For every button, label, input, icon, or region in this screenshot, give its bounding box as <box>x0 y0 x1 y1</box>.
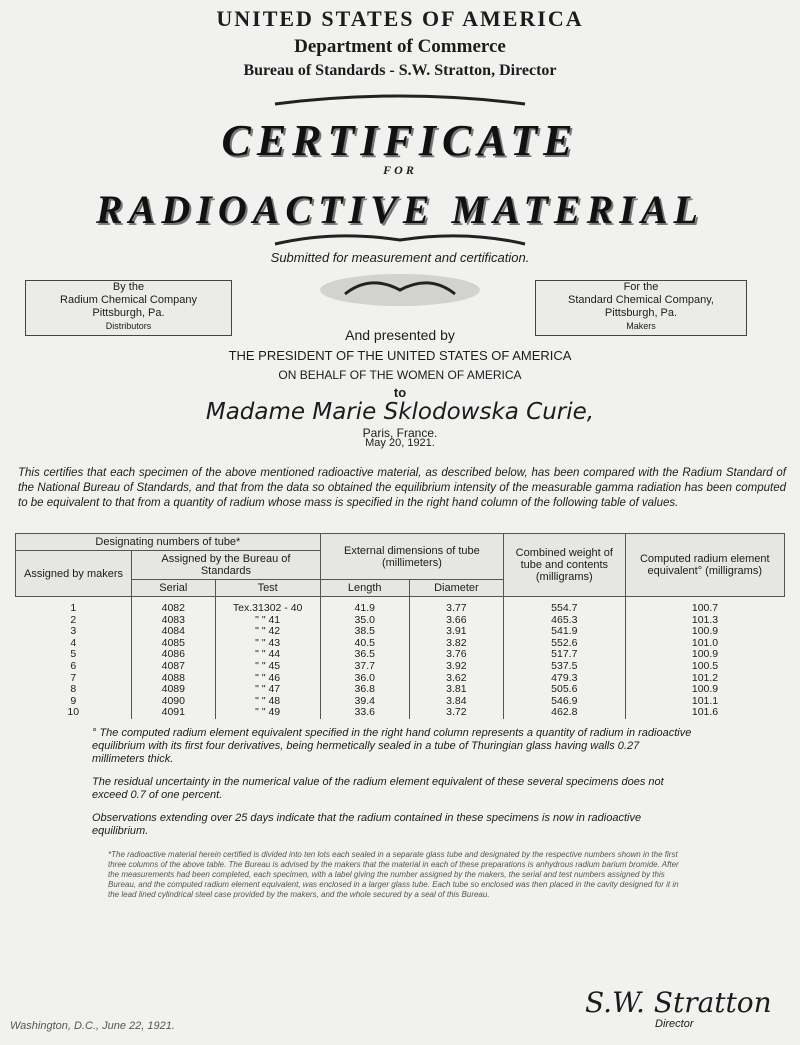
cell-radium: 101.2 <box>625 673 784 685</box>
cell-test: " " 46 <box>215 673 320 685</box>
cell-serial: 4088 <box>132 673 216 685</box>
cell-length: 35.0 <box>320 615 409 627</box>
cell-diameter: 3.91 <box>409 626 503 638</box>
fine-print: *The radioactive material herein certified is divided into ten lots each sealed in a separate glass tube and designated by the respective numbers shown in the first three columns of the above table. The Bureau is advised by the makers that the material in each of these preparations is anhydrous radium barium bromide. After the measurements had been completed, each specimen, with a label giving the number assigned by the makers, the serial and test numbers assigned by this Bureau, and the computed radium element equivalent, was enclosed in a larger glass tube. Each tube so enclosed was then placed in the cavity designed for it in the lead lined cylindrical steel case provided by the makers, and the whole secured by a seal of this Bureau. <box>108 850 679 899</box>
cell-test: " " 43 <box>215 638 320 650</box>
cell-radium: 100.5 <box>625 661 784 673</box>
table-row <box>16 696 785 708</box>
table-row <box>16 661 785 673</box>
cell-diameter: 3.92 <box>409 661 503 673</box>
specimen-rows <box>16 597 785 719</box>
cell-serial: 4089 <box>132 684 216 696</box>
cell-maker: 1 <box>70 602 77 614</box>
table-row <box>16 615 785 627</box>
cell-test: " " 45 <box>215 661 320 673</box>
maker-scroll <box>535 280 747 336</box>
cell-test: " " 42 <box>215 626 320 638</box>
cell-serial: 4082 <box>132 597 216 615</box>
cell-diameter: 3.76 <box>409 649 503 661</box>
cell-test: " " 47 <box>215 684 320 696</box>
recipient-place: Paris, France. <box>362 426 438 440</box>
behalf-line: ON BEHALF OF THE WOMEN OF AMERICA <box>278 368 522 382</box>
cell-radium: 100.9 <box>625 684 784 696</box>
cell-maker: 8 <box>70 683 77 696</box>
cell-weight: 554.7 <box>504 597 625 615</box>
cell-length: 36.5 <box>320 649 409 661</box>
cell-diameter: 3.72 <box>409 707 503 719</box>
certification-statement: This certifies that each specimen of the above mentioned radioactive material, as described below, has been compared with the Radium Standard of the National Bureau of Standards, and that from the data so obtained the equilibrium intensity of the measurable gamma radiation has been computed to be equivalent to that from a quantity of radium whose mass is specified in the right hand column of the following table of values. <box>18 467 786 509</box>
radium-header: Computed radium element equivalent° (milligrams) <box>625 534 784 597</box>
cell-maker: 9 <box>70 694 77 707</box>
designating-header: Designating numbers of tube* <box>16 534 321 551</box>
maker-role: Makers <box>626 321 656 331</box>
distributor-city: Pittsburgh, Pa. <box>92 307 165 319</box>
header-country: UNITED STATES OF AMERICA <box>216 6 584 31</box>
cell-diameter: 3.82 <box>409 638 503 650</box>
cell-test: " " 44 <box>215 649 320 661</box>
table-row <box>16 649 785 661</box>
table-row <box>16 597 785 615</box>
president-line: THE PRESIDENT OF THE UNITED STATES OF AMERICA <box>228 348 572 363</box>
cell-test: " " 48 <box>215 696 320 708</box>
cell-radium: 100.7 <box>625 597 784 615</box>
cell-radium: 101.3 <box>625 615 784 627</box>
signature: S.W. Stratton <box>585 986 772 1019</box>
bureau-header: Assigned by the Bureau of Standards <box>132 551 321 580</box>
cell-diameter: 3.62 <box>409 673 503 685</box>
diameter-header: Diameter <box>409 580 503 597</box>
cell-serial: 4091 <box>132 707 216 719</box>
cell-maker: 3 <box>70 625 77 638</box>
note-radium-equivalent: ° The computed radium element equivalent specified in the right hand column represents a quantity of radium in radioactive equilibrium with its first four derivatives, being hermetically sealed in a tube of Thuringian glass having walls 0.27 millimeters thick. <box>92 727 692 765</box>
certificate-title: CERTIFICATE <box>221 116 579 165</box>
cell-radium: 101.0 <box>625 638 784 650</box>
cell-maker: 10 <box>67 706 80 719</box>
cell-weight: 465.3 <box>504 615 625 627</box>
cell-maker: 2 <box>70 613 77 626</box>
external-dimensions-header: External dimensions of tube (millimeters) <box>320 534 503 580</box>
cell-maker: 7 <box>70 671 77 684</box>
distributor-scroll <box>25 280 232 336</box>
maker-city: Pittsburgh, Pa. <box>604 307 678 319</box>
cell-length: 40.5 <box>320 638 409 650</box>
maker-name: Standard Chemical Company, <box>568 294 714 306</box>
place-date: Washington, D.C., June 22, 1921. <box>10 1020 175 1032</box>
note-equilibrium: Observations extending over 25 days indicate that the radium contained in these specimens is now in radioactive equilibrium. <box>92 812 642 837</box>
cell-length: 36.0 <box>320 673 409 685</box>
header-department: Department of Commerce <box>294 36 506 57</box>
cell-test: " " 49 <box>215 707 320 719</box>
cell-test: Tex.31302 - 40 <box>215 597 320 615</box>
signatory-title: Director <box>655 1018 694 1030</box>
cell-serial: 4085 <box>132 638 216 650</box>
cell-length: 41.9 <box>320 597 409 615</box>
cell-length: 39.4 <box>320 696 409 708</box>
table-row <box>16 673 785 685</box>
cell-weight: 505.6 <box>504 684 625 696</box>
cell-diameter: 3.81 <box>409 684 503 696</box>
length-header: Length <box>320 580 409 597</box>
notes <box>92 727 692 848</box>
recipient-name: Madame Marie Sklodowska Curie, <box>205 399 595 425</box>
makers-header: Assigned by makers <box>16 551 132 597</box>
cell-serial: 4083 <box>132 615 216 627</box>
specimen-table <box>15 533 785 719</box>
distributor-by: By the <box>112 281 145 293</box>
header-bureau: Bureau of Standards - S.W. Stratton, Director <box>243 62 557 79</box>
cell-serial: 4084 <box>132 626 216 638</box>
cell-radium: 100.9 <box>625 626 784 638</box>
to-word: to <box>393 385 407 400</box>
cell-diameter: 3.84 <box>409 696 503 708</box>
cell-weight: 541.9 <box>504 626 625 638</box>
middle-flourish <box>265 230 535 252</box>
cell-weight: 462.8 <box>504 707 625 719</box>
for-label: FOR <box>383 163 417 177</box>
cell-serial: 4087 <box>132 661 216 673</box>
distributor-name: Radium Chemical Company <box>60 294 197 306</box>
cell-radium: 101.6 <box>625 707 784 719</box>
cell-maker: 5 <box>70 648 77 661</box>
table-row <box>16 626 785 638</box>
cell-length: 33.6 <box>320 707 409 719</box>
cell-maker: 6 <box>70 659 77 672</box>
subject-title: RADIOACTIVE MATERIAL <box>96 187 704 232</box>
serial-header: Serial <box>132 580 216 597</box>
cell-serial: 4090 <box>132 696 216 708</box>
test-header: Test <box>215 580 320 597</box>
table-row <box>16 707 785 719</box>
weight-header: Combined weight of tube and contents (milligrams) <box>504 534 625 597</box>
maker-for: For the <box>623 281 659 293</box>
cell-test: " " 41 <box>215 615 320 627</box>
cell-diameter: 3.66 <box>409 615 503 627</box>
cell-length: 38.5 <box>320 626 409 638</box>
cell-length: 36.8 <box>320 684 409 696</box>
and-presented-text: And presented by <box>345 327 455 343</box>
cell-radium: 100.9 <box>625 649 784 661</box>
top-flourish <box>270 92 530 112</box>
distributor-role: Distributors <box>105 321 152 331</box>
cell-weight: 479.3 <box>504 673 625 685</box>
presentation-date: May 20, 1921. <box>365 437 435 449</box>
note-uncertainty: The residual uncertainty in the numerical value of the radium element equivalent of these several specimens does not exceed 0.7 of one percent. <box>92 776 664 801</box>
table-row <box>16 684 785 696</box>
cell-diameter: 3.77 <box>409 597 503 615</box>
cell-weight: 552.6 <box>504 638 625 650</box>
cell-weight: 546.9 <box>504 696 625 708</box>
ornament <box>315 268 485 308</box>
cell-maker: 4 <box>70 636 77 649</box>
cell-weight: 517.7 <box>504 649 625 661</box>
cell-radium: 101.1 <box>625 696 784 708</box>
cell-length: 37.7 <box>320 661 409 673</box>
submitted-text: Submitted for measurement and certification. <box>270 250 530 265</box>
cell-serial: 4086 <box>132 649 216 661</box>
table-row <box>16 638 785 650</box>
cell-weight: 537.5 <box>504 661 625 673</box>
